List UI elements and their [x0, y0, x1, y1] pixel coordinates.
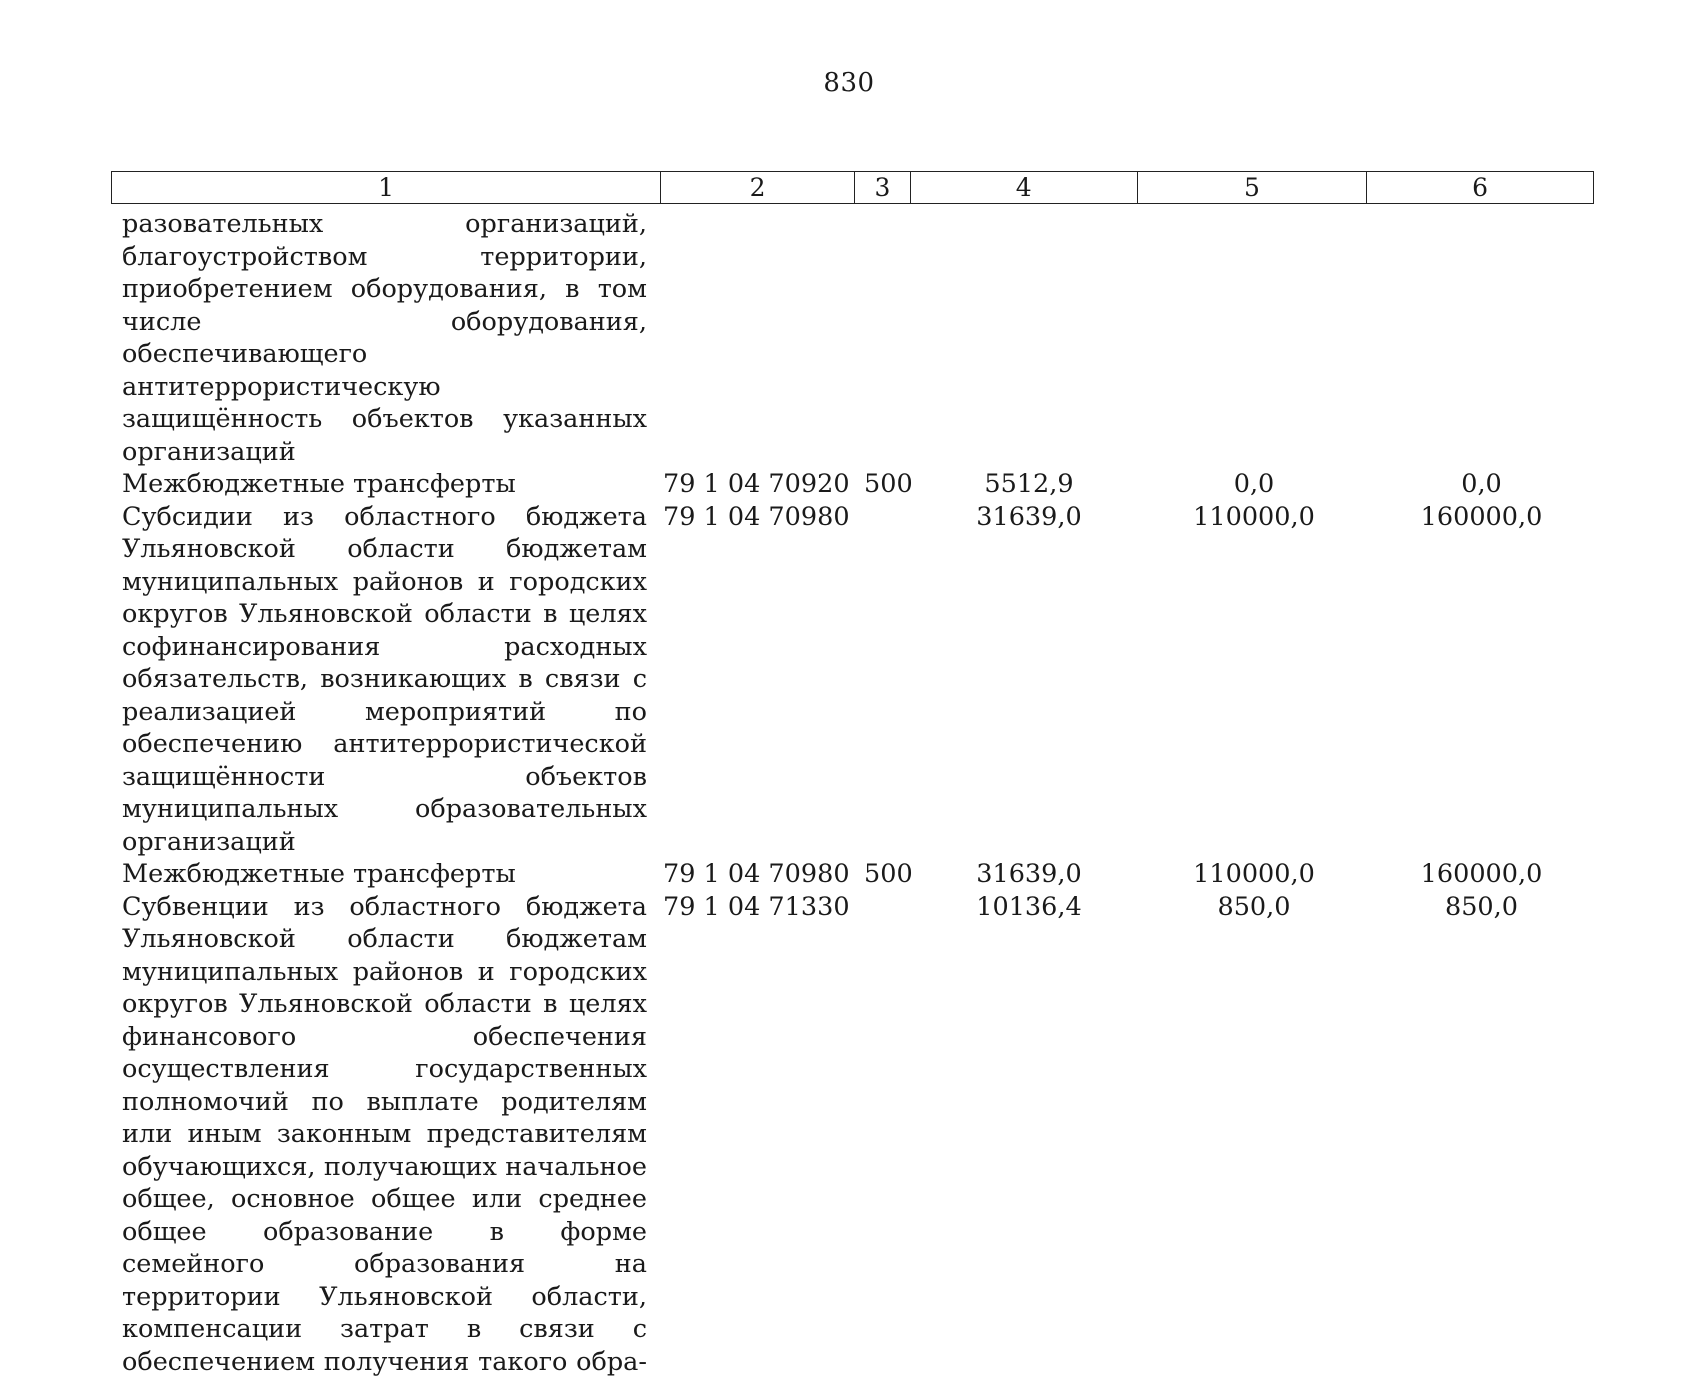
table-row — [111, 208, 1594, 468]
row-value-col5: 850,0 — [1139, 891, 1369, 924]
row-code: 79 1 04 70980 — [647, 858, 859, 891]
row-code: 79 1 04 70920 — [647, 468, 859, 501]
column-header-4: 4 — [911, 172, 1138, 203]
table-row — [111, 468, 1594, 501]
row-code: 79 1 04 71330 — [647, 891, 859, 924]
row-code: 79 1 04 70980 — [647, 501, 859, 534]
page-number: 830 — [0, 68, 1698, 98]
column-header-5: 5 — [1138, 172, 1368, 203]
row-type: 500 — [859, 468, 919, 501]
row-value-col6: 160000,0 — [1369, 501, 1594, 534]
table-row — [111, 858, 1594, 891]
row-value-col6: 850,0 — [1369, 891, 1594, 924]
row-description: Межбюджетные трансферты — [111, 468, 647, 501]
row-description: Субсидии из областного бюджета Ульяновской области бюджетам муниципальных районов и городских округов Ульяновской области в целях софинансирования расходных обязательств, возникающих в связи с реализацией мероприятий по обеспечению антитеррористической защищённости объектов муниципальных образовательных организаций — [111, 501, 647, 859]
column-header-2: 2 — [661, 172, 855, 203]
row-value-col6: 0,0 — [1369, 468, 1594, 501]
row-description: Межбюджетные трансферты — [111, 858, 647, 891]
table-header-row — [111, 171, 1594, 204]
column-header-6: 6 — [1367, 172, 1593, 203]
row-type: 500 — [859, 858, 919, 891]
table-body — [111, 208, 1594, 1378]
table-row — [111, 501, 1594, 859]
row-description: Субвенции из областного бюджета Ульяновской области бюджетам муниципальных районов и городских округов Ульяновской области в целях финансового обеспечения осуществления государственных полномочий по выплате родителям или иным законным представителям обучающихся, получающих начальное общее, основное общее или среднее общее образование в форме семейного образования на территории Ульяновской области, компенсации затрат в связи с обеспечением получения такого обра- — [111, 891, 647, 1378]
row-value-col4: 10136,4 — [919, 891, 1139, 924]
column-header-3: 3 — [855, 172, 911, 203]
row-value-col5: 0,0 — [1139, 468, 1369, 501]
row-value-col4: 31639,0 — [919, 501, 1139, 534]
row-value-col5: 110000,0 — [1139, 501, 1369, 534]
column-header-1: 1 — [112, 172, 661, 203]
row-value-col5: 110000,0 — [1139, 858, 1369, 891]
row-description: разовательных организаций, благоустройством территории, приобретением оборудования, в том числе оборудования, обеспечивающего антитеррористическую защищённость объектов указанных организаций — [111, 208, 647, 468]
row-value-col4: 31639,0 — [919, 858, 1139, 891]
row-value-col6: 160000,0 — [1369, 858, 1594, 891]
table-row — [111, 891, 1594, 1378]
row-value-col4: 5512,9 — [919, 468, 1139, 501]
